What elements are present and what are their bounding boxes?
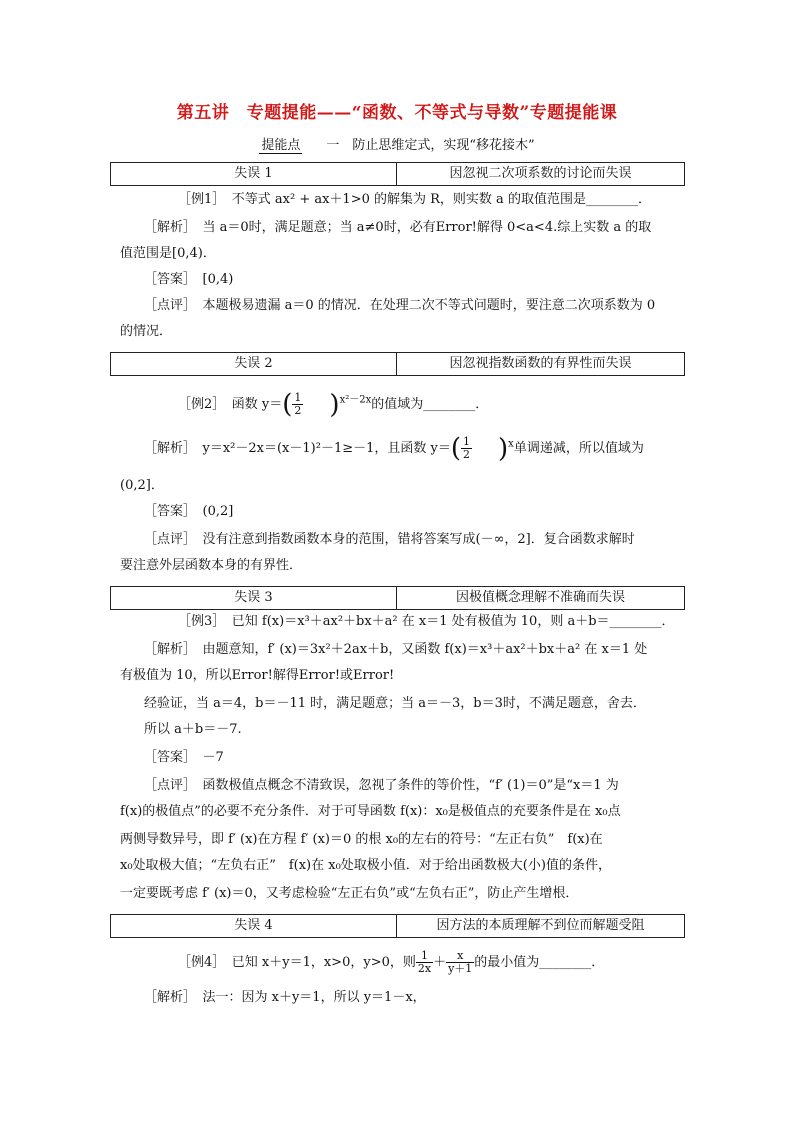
example-2-question-tail: 的值域为________． — [371, 397, 489, 412]
example-4-question-tail: 的最小值为________． — [474, 955, 605, 970]
example-3-question: ［例3］ 已知 f(x)＝x³＋ax²＋bx＋a² 在 x＝1 处有极值为 10，则 a＋b＝________． — [178, 614, 675, 629]
example-1-comment: ［点评］ 本题极易遗漏 a＝0 的情况．在处理二次不等式问题时，要注意二次项系数为 0 — [144, 298, 656, 313]
analysis-text: ［解析］ y＝x²－2x＝(x－1)²－1≥－1，且函数 y＝ — [144, 441, 451, 456]
error-table-row — [110, 914, 685, 938]
error-label: 失误 4 — [111, 915, 397, 937]
error-reason: 因忽视二次项系数的讨论而失误 — [449, 166, 632, 181]
example-4-question — [178, 950, 604, 975]
example-3-comment-cont: x₀处取极大值；“左负右正” f(x)在 x₀处取极小值．对于给出函数极大(小)值的条件， — [120, 858, 611, 873]
fraction: $\frac{1}{2}$ — [294, 391, 302, 417]
error-table-row — [110, 586, 685, 610]
example-3-answer: ［答案］ －7 — [144, 750, 224, 765]
error-label: 失误 3 — [111, 587, 397, 609]
example-3-comment-cont: 一定要既考虑 f′ (x)＝0，又考虑检验“左正右负”或“左负右正”，防止产生增根． — [120, 886, 579, 901]
error-table-row — [110, 162, 685, 186]
example-3-verification: 经验证，当 a＝4，b＝－11 时，满足题意；当 a＝－3，b＝3时，不满足题意，舍去． — [144, 696, 646, 711]
error-label: 失误 1 — [111, 163, 397, 185]
plus-sign: ＋ — [433, 955, 447, 970]
error-reason: 因极值概念理解不准确而失误 — [455, 590, 625, 605]
fraction: $\frac{1}{2x}$ — [417, 949, 432, 975]
example-3-result: 所以 a＋b＝－7. — [144, 722, 242, 737]
page-title: 第五讲 专题提能——“函数、不等式与导数”专题提能课 — [176, 103, 618, 123]
example-1-question: ［例1］ 不等式 ax² + ax＋1>0 的解集为 R，则实数 a 的取值范围是________． — [178, 192, 651, 207]
example-1-comment-cont: 的情况． — [120, 324, 173, 339]
exponent: x²－2x — [339, 394, 372, 406]
section-tag: 提能点 — [261, 138, 301, 153]
example-2-comment: ［点评］ 没有注意到指数函数本身的范围，错将答案写成(－∞，2]．复合函数求解时 — [144, 532, 635, 547]
example-3-analysis-cont: 有极值为 10，所以Error!解得Error!或Error! — [120, 668, 395, 683]
analysis-text-tail: 单调递减，所以值域为 — [513, 441, 644, 456]
example-2-analysis-cont: (0,2]． — [120, 478, 164, 493]
exponent: x — [508, 438, 514, 450]
section-heading: 一 防止思维定式，实现“移花接木” — [326, 138, 535, 153]
example-2-question: ［例2］ 函数 y＝( $\frac{1}{2}$ )$^{x^2-2x}$的值域为________． — [178, 389, 489, 420]
error-reason: 因方法的本质理解不到位而解题受阻 — [436, 918, 645, 933]
example-2-question-text: ［例2］ 函数 y＝ — [178, 397, 283, 412]
example-3-comment: ［点评］ 函数极值点概念不清致误，忽视了条件的等价性，“f′ (1)＝0”是“x＝1 为 — [144, 778, 619, 793]
example-1-analysis-cont: 值范围是[0,4)． — [120, 246, 216, 261]
section-subtitle — [0, 134, 794, 153]
error-reason: 因忽视指数函数的有界性而失误 — [449, 356, 632, 371]
example-1-answer: ［答案］ [0,4) — [144, 272, 234, 287]
error-table-row — [110, 352, 685, 376]
example-2-analysis: ［解析］ y＝x²－2x＝(x－1)²－1≥－1，且函数 y＝( $\frac{1}{2}$ )$^x$单调递减，所以值域为 — [144, 433, 644, 464]
example-2-comment-cont: 要注意外层函数本身的有界性． — [120, 558, 303, 573]
example-2-answer: ［答案］ (0,2] — [144, 504, 234, 519]
fraction: $\frac{1}{2}$ — [463, 435, 471, 461]
example-4-question-text: ［例4］ 已知 x＋y＝1，x>0，y>0，则 — [178, 955, 416, 970]
example-4-analysis: ［解析］ 法一：因为 x＋y＝1，所以 y＝1－x， — [144, 990, 426, 1005]
fraction: $\frac{x}{y+1}$ — [448, 949, 473, 975]
example-1-analysis: ［解析］ 当 a＝0时，满足题意；当 a≠0时，必有Error!解得 0<a<4.综上实数 a 的取 — [144, 220, 652, 235]
error-label: 失误 2 — [111, 353, 397, 375]
example-3-comment-cont: f(x)的极值点”的必要不充分条件．对于可导函数 f(x)：x₀是极值点的充要条件是在 x₀点 — [120, 804, 621, 819]
example-3-comment-cont: 两侧导数异号，即 f′ (x)在方程 f′ (x)＝0 的根 x₀的左右的符号：“左正右负” f(x)在 — [120, 832, 603, 847]
example-3-analysis: ［解析］ 由题意知，f′ (x)＝3x²＋2ax＋b，又函数 f(x)＝x³＋ax²＋bx＋a² 在 x＝1 处 — [144, 642, 648, 657]
